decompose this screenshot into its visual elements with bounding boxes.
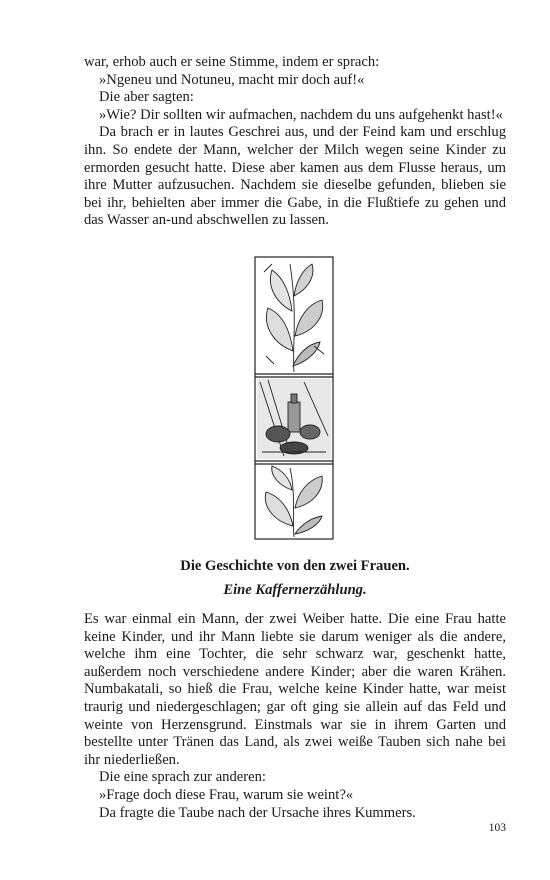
paragraph: Die aber sagten: [99,89,194,106]
page-number: 103 [488,822,506,834]
woodcut-illustration [254,256,334,540]
paragraph: Die eine sprach zur anderen: [99,769,266,786]
plant-panel-top [264,264,324,372]
paragraph: »Ngeneu und Notuneu, macht mir doch auf!« [99,71,365,88]
paragraph: »Wie? Dir sollten wir aufmachen, nachdem du uns aufgehenkt hast!« [99,106,503,123]
scene-panel-middle [257,379,331,459]
story-ending-text [84,54,506,230]
story-title: Die Geschichte von den zwei Frauen. [180,558,410,574]
plant-panel-bottom [265,466,322,537]
paragraph: »Frage doch diese Frau, warum sie weint?« [99,786,354,803]
paragraph: Da brach er in lautes Geschrei aus, und der Feind kam und erschlug ihn. So endete der Mann, welcher der Milch wegen seine Kinder zu ermorden gesucht hatte. Diese aber kamen aus dem Flusse heraus, um ihre Mutter aufzusuchen. Nachdem sie dieselbe gefunden, blieben sie bei ihr, behielten aber immer die Gabe, in die Flußtiefe zu gehen und das Wasser an-und abschwellen zu lassen. [84,124,506,229]
paragraph: Da fragte die Taube nach der Ursache ihres Kummers. [99,804,416,821]
paragraph: war, erhob auch er seine Stimme, indem er sprach: [84,54,380,70]
story-subtitle: Eine Kaffernerzählung. [223,582,367,598]
story-body-text [84,611,506,822]
paragraph: Es war einmal ein Mann, der zwei Weiber hatte. Die eine Frau hatte keine Kinder, und ihr Mann liebte sie darum weniger als die andere, welche ihm eine Tochter, die sehr schwarz war, geschenkt hatte, außerdem noch verschiedene andere Kinder; aber die waren Krähen. Numbakatali, so hieß die Frau, welche keine Kinder hatte, war meist traurig und niedergeschlagen; gar oft ging sie allein auf das Feld und weinte von Herzensgrund. Einstmals war sie in ihrem Garten und bestellte unter Tränen das Land, als zwei weiße Tauben sich nahe bei ihr niederließen. [84,611,506,768]
